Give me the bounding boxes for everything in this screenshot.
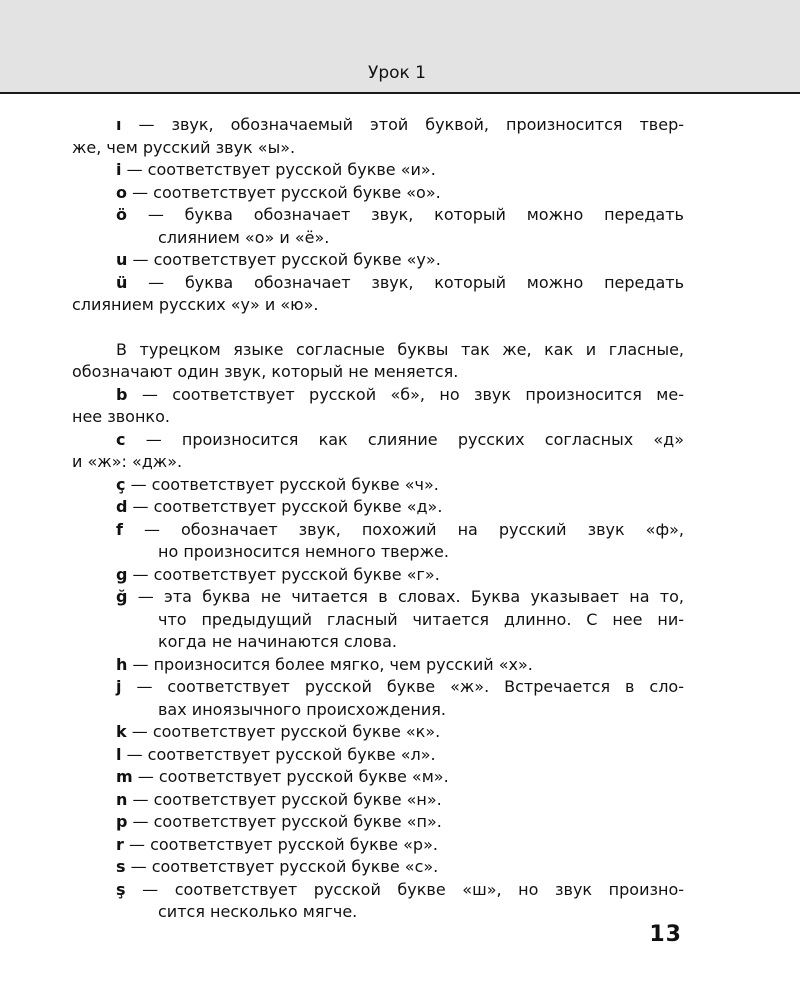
entry-text: — соответствует русской букве «ч». xyxy=(130,474,439,494)
vowel-entry-o xyxy=(116,182,684,205)
entry-text: — соответствует русской букве «и». xyxy=(126,160,436,179)
intro-line-1: В турецком языке согласные буквы так же, как и гласные, xyxy=(116,339,684,359)
entry-text: — произносится более мягко, чем русский «х». xyxy=(132,654,533,674)
lesson-title: Урок 1 xyxy=(367,63,426,83)
consonant-entry-f xyxy=(116,519,684,564)
consonant-entry-l xyxy=(116,744,684,767)
consonant-entry-j xyxy=(116,676,684,721)
intro-line-2: обозначают один звук, который не меняется. xyxy=(72,362,459,381)
entry-letter: ö xyxy=(116,205,127,224)
entry-letter: r xyxy=(116,834,124,854)
entry-text: — соответствует русской букве «к». xyxy=(131,722,441,741)
entry-text: — соответствует русской букве «ж». Встречается в сло- xyxy=(136,677,684,696)
entry-letter: i xyxy=(116,160,122,179)
consonant-entry-g xyxy=(116,564,684,587)
consonant-entry-s xyxy=(116,856,684,879)
entry-letter: f xyxy=(116,519,123,539)
consonant-entry-d xyxy=(116,496,684,519)
entry-text: — соответствует русской букве «у». xyxy=(132,250,441,269)
entry-letter: b xyxy=(116,384,128,404)
entry-letter: ü xyxy=(116,272,128,292)
entry-text: — соответствует русской букве «м». xyxy=(137,767,449,786)
entry-text-cont: же, чем русский звук «ы». xyxy=(72,137,296,157)
consonant-entry-r xyxy=(116,834,684,857)
consonant-entry-c xyxy=(72,429,685,474)
entry-letter: ç xyxy=(116,474,126,494)
entry-letter: g xyxy=(116,564,128,584)
entry-letter: ğ xyxy=(116,587,128,606)
entry-text-cont: и «ж»: «дж». xyxy=(72,452,183,471)
entry-text-cont: слиянием русских «у» и «ю». xyxy=(72,295,319,314)
entry-text: — соответствует русской букве «д». xyxy=(132,497,443,516)
vowel-entry-u xyxy=(116,249,684,272)
entry-text: — обозначает звук, похожий на русский звук «ф», xyxy=(144,519,684,539)
entry-text-cont: слиянием «о» и «ё». xyxy=(158,227,330,247)
vowel-entry-u-umlaut xyxy=(72,272,684,317)
consonant-entry-c-cedilla xyxy=(116,474,684,497)
consonant-entry-m xyxy=(116,766,684,789)
vowel-entry-dotless-i xyxy=(72,114,685,159)
entry-letter: l xyxy=(116,744,122,764)
entry-letter: s xyxy=(116,857,126,876)
entry-letter: j xyxy=(116,677,122,696)
page-number: 13 xyxy=(649,922,682,947)
consonant-entry-h xyxy=(116,654,684,677)
entry-text-cont: вах иноязычного происхождения. xyxy=(158,699,446,719)
entry-text: — звук, обозначаемый этой буквой, произносится твер- xyxy=(138,115,685,134)
entry-letter: ş xyxy=(116,879,126,899)
entry-text-cont: но произносится немного тверже. xyxy=(158,542,449,561)
entry-letter: m xyxy=(116,767,133,786)
entry-text-cont: что предыдущий гласный читается длинно. С нее ни- xyxy=(158,609,684,629)
consonant-entry-p xyxy=(116,811,684,834)
consonants-intro xyxy=(72,339,684,384)
entry-text: — буква обозначает звук, который можно передать xyxy=(147,205,684,224)
entry-text: — соответствует русской букве «с». xyxy=(130,857,439,876)
entry-letter: u xyxy=(116,250,128,269)
entry-text-cont: когда не начинаются слова. xyxy=(158,632,398,651)
consonant-entry-b xyxy=(72,384,684,429)
paragraph-gap xyxy=(116,317,684,339)
entry-letter: ı xyxy=(116,115,122,134)
vowel-entry-i xyxy=(116,159,684,182)
entry-letter: h xyxy=(116,654,128,674)
page-header xyxy=(0,0,800,94)
entry-text: — буква обозначает звук, который можно передать xyxy=(148,272,684,292)
entry-text: — соответствует русской букве «г». xyxy=(132,564,440,584)
consonant-entry-k xyxy=(116,721,684,744)
entry-letter: n xyxy=(116,789,128,809)
vowel-entry-o-umlaut xyxy=(116,204,684,249)
entry-text: — соответствует русской букве «н». xyxy=(132,789,442,809)
entry-letter: o xyxy=(116,182,127,202)
entry-text-cont: сится несколько мягче. xyxy=(158,902,358,921)
entry-text: — соответствует русской букве «ш», но звук произно- xyxy=(142,879,684,899)
entry-letter: d xyxy=(116,497,128,516)
entry-text: — соответствует русской «б», но звук произносится ме- xyxy=(141,384,684,404)
entry-letter: p xyxy=(116,812,128,831)
entry-text: — соответствует русской букве «п». xyxy=(132,812,442,831)
consonant-entry-s-cedilla xyxy=(116,879,684,924)
entry-letter: c xyxy=(116,429,126,449)
entry-text-cont: нее звонко. xyxy=(72,407,170,426)
entry-text: — соответствует русской букве «о». xyxy=(132,182,441,202)
entry-text: — произносится как слияние русских согласных «д» xyxy=(145,429,685,449)
entry-text: — соответствует русской букве «л». xyxy=(126,744,436,764)
entry-letter: k xyxy=(116,722,127,741)
entry-text: — соответствует русской букве «р». xyxy=(128,834,438,854)
consonant-entry-n xyxy=(116,789,684,812)
page-content xyxy=(72,114,685,924)
entry-text: — эта буква не читается в словах. Буква указывает на то, xyxy=(137,587,684,606)
consonant-entry-soft-g xyxy=(116,586,684,654)
